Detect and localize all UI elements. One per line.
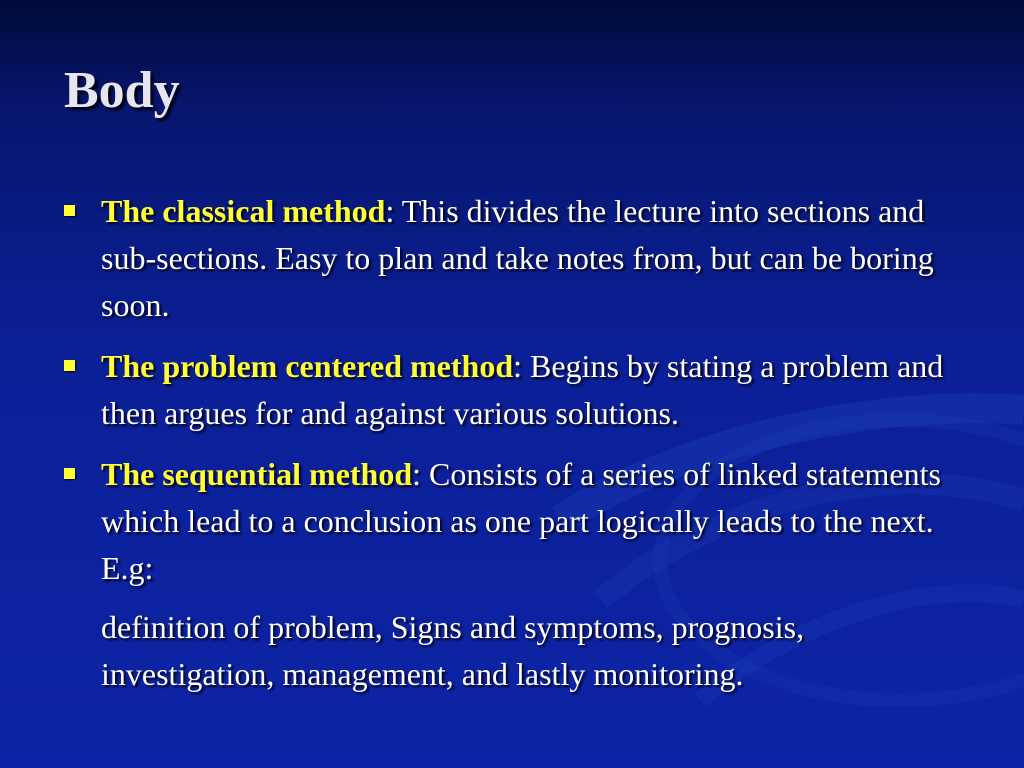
bullet-item-problem-centered-method — [62, 343, 962, 437]
bullet-continuation-text: definition of problem, Signs and symptoms, prognosis, investigation, management, and lastly monitoring. — [101, 609, 805, 692]
square-bullet-icon — [64, 468, 75, 479]
square-bullet-icon — [64, 360, 75, 371]
bullet-term: The sequential method — [101, 456, 413, 492]
bullet-text: : This divides the lecture into sections and sub-sections. Easy to plan and take notes from, but can be boring soon. — [101, 193, 934, 323]
bullet-text: : Consists of a series of linked statements which lead to a conclusion as one part logically leads to the next. E.g: — [101, 456, 941, 586]
slide-title: Body — [64, 62, 180, 119]
bullet-item-sequential-method — [62, 451, 962, 698]
bullet-term: The problem centered method — [101, 348, 514, 384]
bullet-term: The classical method — [101, 193, 386, 229]
bullet-list — [62, 188, 962, 712]
square-bullet-icon — [64, 205, 75, 216]
bullet-text: : Begins by stating a problem and then argues for and against various solutions. — [101, 348, 944, 431]
bullet-item-classical-method — [62, 188, 962, 329]
